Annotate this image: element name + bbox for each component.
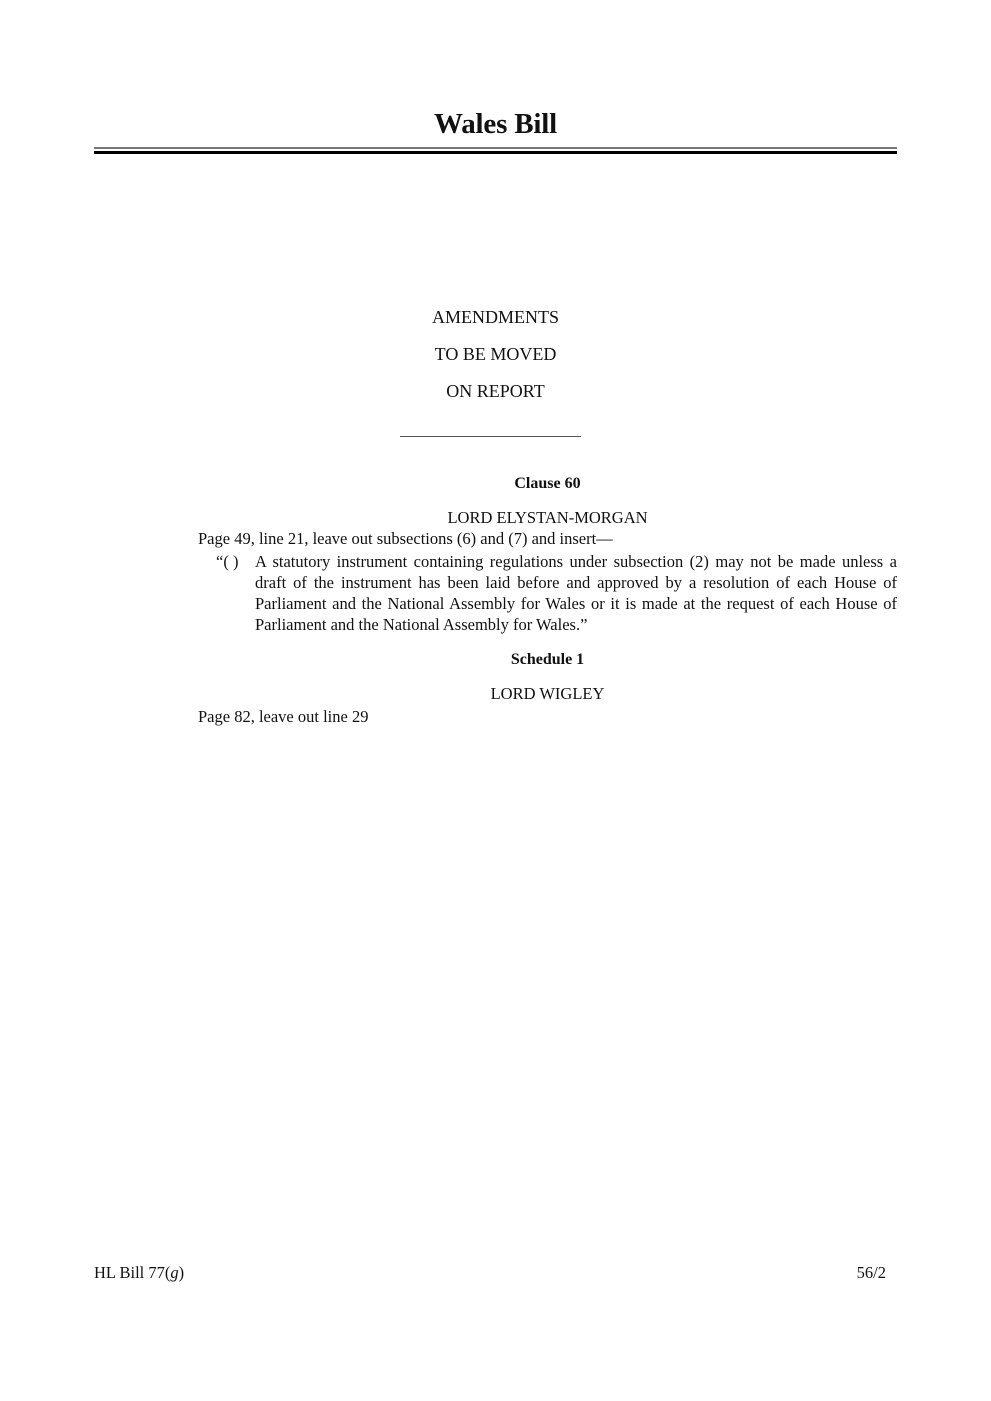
title-rule-thick [94,151,897,154]
amendments-heading [94,303,897,414]
bill-ref-prefix: HL Bill 77( [94,1263,171,1282]
bill-ref-suffix: ) [178,1263,185,1282]
heading-line-2: TO BE MOVED [434,344,557,364]
heading-line-1: AMENDMENTS [431,307,559,327]
amendment-instruction: Page 49, line 21, leave out subsections (6) and (7) and insert— [198,529,613,548]
inserted-subsection-text: A statutory instrument containing regulations under subsection (2) may not be made unless a draft of the instrument has been laid before and approved by a resolution of each House of Parliament and the National Assembly for Wales or it is made at the request of each House of Parliament and the National Assembly for Wales.” [255,552,897,634]
amendment-schedule-1 [198,649,897,727]
bill-reference [94,1263,184,1283]
section-heading: Schedule 1 [510,651,585,668]
subsection-marker: “( ) [216,552,239,571]
heading-line-3: ON REPORT [446,381,545,401]
page-title: Wales Bill [434,108,557,140]
amendments-content [198,473,897,727]
bill-ref-letter: g [170,1263,179,1282]
amendment-instruction: Page 82, leave out line 29 [198,707,369,726]
member-name: LORD WIGLEY [490,684,605,703]
page-reference: 56/2 [856,1263,886,1282]
amendment-clause-60 [198,473,897,635]
member-name: LORD ELYSTAN-MORGAN [447,508,648,527]
section-heading: Clause 60 [514,475,581,492]
inserted-subsection [198,551,897,635]
heading-divider [400,436,581,437]
title-rule-thin [94,147,897,149]
